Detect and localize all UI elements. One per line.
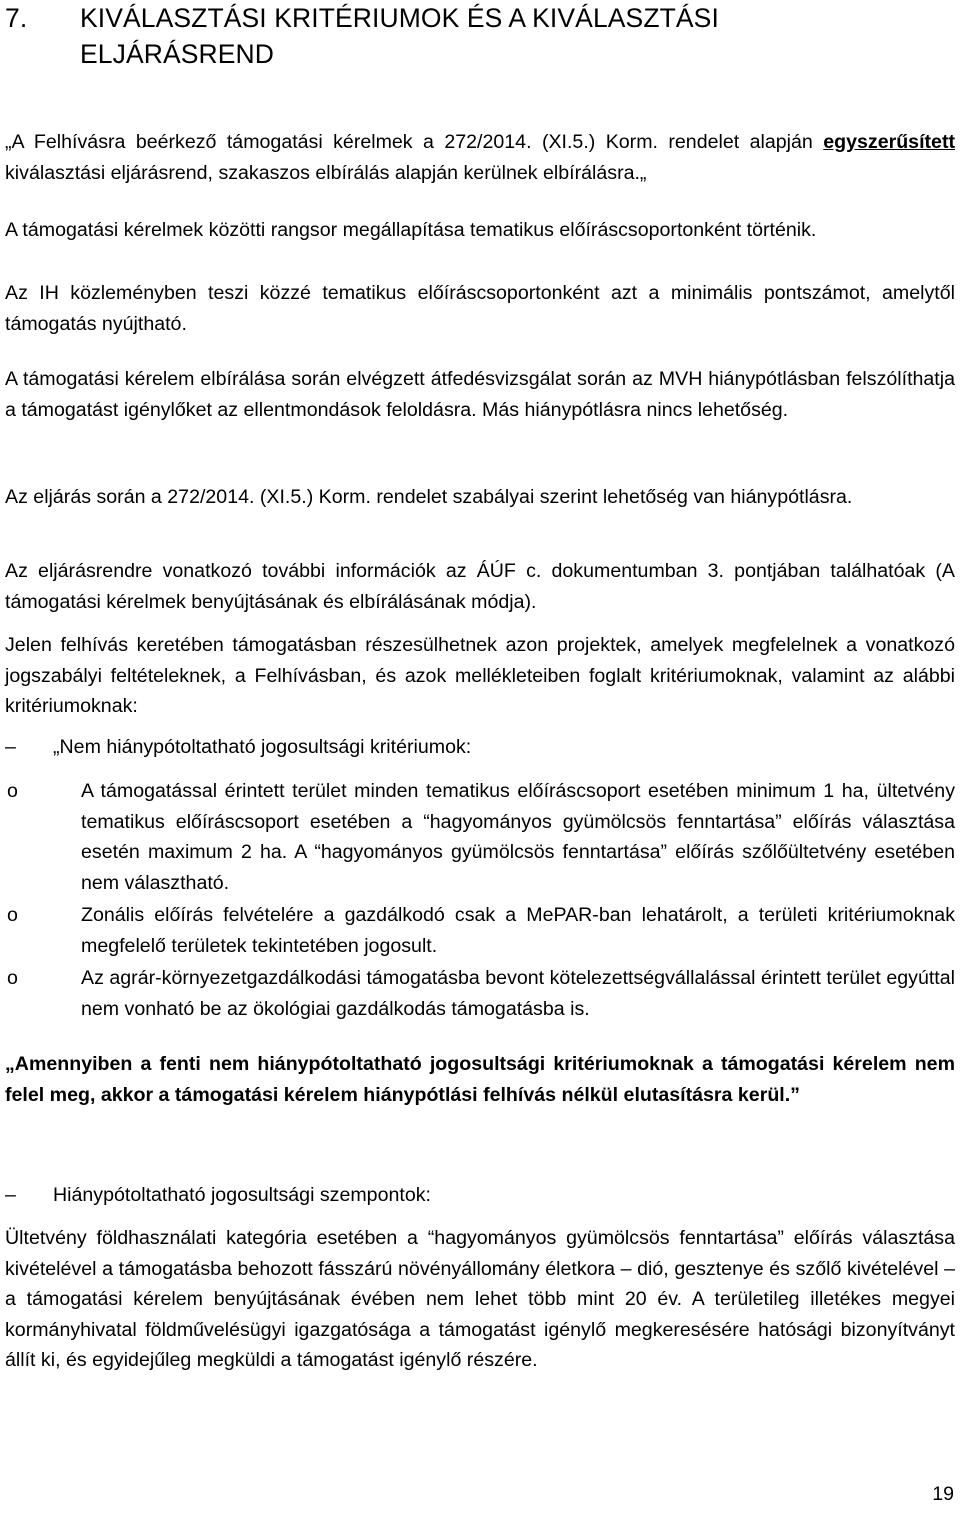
section-number: 7. — [5, 3, 28, 33]
paragraph-ih-kozlemeny: Az IH közleményben teszi közzé tematikus előíráscsoportonként azt a minimális pontszámot, amelytől támogatás nyújtható. — [5, 282, 955, 335]
section-title-line-1: KIVÁLASZTÁSI KRITÉRIUMOK ÉS A KIVÁLASZTÁSI — [80, 3, 719, 33]
paragraph-hianypotlas: Az eljárás során a 272/2014. (XI.5.) Korm. rendelet szabályai szerint lehetőség van hiánypótlásra. — [5, 486, 853, 508]
paragraph-eljarasrend — [5, 127, 955, 188]
paragraph-ultetveny: Ültetvény földhasználati kategória esetében a “hagyományos gyümölcsös fenntartása” előírás választása kivételével a támogatásba behozott fásszárú növényállomány életkora – dió, gesztenye és szőlő kivételével – a támogatási kérelem benyújtásának évében nem lehet több mint 20 év. A területileg illetékes megyei kormányhivatal földművelésügyi igazgatósága a támogatást igénylő megkeresésére hatósági bizonyítványt állít ki, és egyidejűleg megküldi a támogatást igénylő részére. — [5, 1227, 955, 1371]
criterion-text: Zonális előírás felvételére a gazdálkodó csak a MePAR-ban lehatárolt, a területi kritériumoknak megfelelő területek tekintetében jogosult. — [81, 904, 955, 957]
dash-marker: – — [5, 736, 16, 758]
paragraph-rejection-notice: „Amennyiben a fenti nem hiánypótoltatható jogosultsági kritériumoknak a támogatási kérelem nem felel meg, akkor a támogatási kérelem hiánypótlási felhívás nélkül elutasításra kerül.” — [5, 1053, 955, 1106]
bullet-marker: o — [7, 967, 18, 989]
paragraph-tovabbi-informaciok: Az eljárásrendre vonatkozó további információk az ÁÚF c. dokumentumban 3. pontjában találhatóak (A támogatási kérelmek benyújtásának és elbírálásának módja). — [5, 560, 955, 613]
criteria-heading-text: „Nem hiánypótoltatható jogosultsági kritériumok: — [53, 736, 472, 758]
criteria-heading-text: Hiánypótoltatható jogosultsági szempontok: — [53, 1184, 431, 1206]
criterion-text: A támogatással érintett terület minden tematikus előíráscsoport esetében minimum 1 ha, ültetvény tematikus előíráscsoport esetében a “hagyományos gyümölcsös fenntartása” előírás választása esetén maximum 2 ha. A “hagyományos gyümölcsös fenntartása” előírás szőlőültetvény esetében nem választható. — [81, 780, 955, 894]
paragraph-atfedesvizsgalat: A támogatási kérelem elbírálása során elvégzett átfedésvizsgálat során az MVH hiánypótlásban felszólíthatja a támogatást igénylőket az ellentmondások feloldásra. Más hiánypótlásra nincs lehetőség. — [5, 368, 955, 421]
paragraph-jelen-felhivas: Jelen felhívás keretében támogatásban részesülhetnek azon projektek, amelyek megfelelnek a vonatkozó jogszabályi feltételeknek, a Felhívásban, és azok mellékleteiben foglalt kritériumoknak, valamint az alábbi kritériumoknak: — [5, 634, 955, 717]
bullet-marker: o — [7, 780, 18, 802]
paragraph-text: „A Felhívásra beérkező támogatási kérelmek a 272/2014. (XI.5.) Korm. rendelet alapján — [5, 131, 824, 153]
section-title-line-2: ELJÁRÁSREND — [80, 39, 275, 69]
dash-marker: – — [5, 1184, 16, 1206]
paragraph-text: kiválasztási eljárásrend, szakaszos elbírálás alapján kerülnek elbírálásra.„ — [5, 161, 647, 184]
underlined-term: egyszerűsített — [823, 131, 955, 153]
criterion-text: Az agrár-környezetgazdálkodási támogatásba bevont kötelezettségvállalással érintett terület egyúttal nem vonható be az ökológiai gazdálkodás támogatásba is. — [81, 967, 955, 1020]
page-number: 19 — [932, 1483, 954, 1505]
bullet-marker: o — [7, 904, 18, 926]
paragraph-rangsor: A támogatási kérelmek közötti rangsor megállapítása tematikus előíráscsoportonként történik. — [5, 219, 817, 241]
